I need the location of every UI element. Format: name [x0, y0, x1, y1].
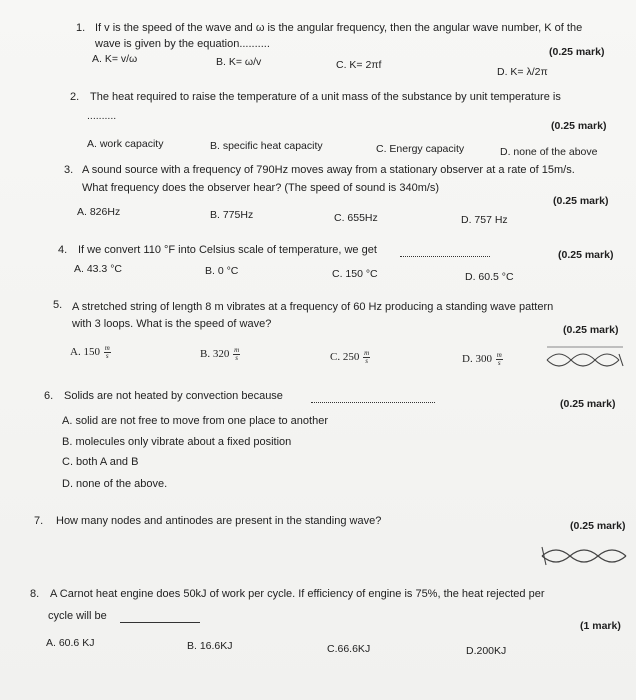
- q2-option-b: B. specific heat capacity: [210, 140, 323, 152]
- wave-lower-curve: [542, 556, 626, 562]
- q1-option-b: B. K= ω/v: [216, 56, 262, 68]
- unit-fraction: $\frac{m}{s}$: [234, 346, 240, 362]
- q2-number: 2.: [70, 91, 80, 103]
- q3-mark: (0.25 mark): [553, 195, 609, 207]
- q4-option-d: D. 60.5 °C: [465, 271, 514, 283]
- q3-option-d: D. 757 Hz: [461, 214, 508, 226]
- q5-option-c-value: C. 250: [330, 351, 360, 364]
- q8-option-c: C.66.6KJ: [327, 643, 371, 655]
- q1-option-d: D. K= λ/2π: [497, 66, 548, 78]
- q3-option-c: C. 655Hz: [334, 212, 378, 224]
- q5-option-a-value: A. 150: [70, 346, 100, 359]
- q4-option-a: A. 43.3 °C: [74, 263, 122, 275]
- q6-option-b: B. molecules only vibrate about a fixed position: [62, 436, 292, 448]
- q7-mark: (0.25 mark): [570, 520, 626, 532]
- q6-option-a: A. solid are not free to move from one place to another: [62, 415, 328, 427]
- q2-option-c: C. Energy capacity: [376, 143, 465, 155]
- q8-number: 8.: [30, 588, 40, 600]
- q6-number: 6.: [44, 390, 54, 402]
- q2-option-a: A. work capacity: [87, 138, 164, 150]
- q4-option-b: B. 0 °C: [205, 265, 239, 277]
- q7-number: 7.: [34, 515, 44, 527]
- wave-lower-curve: [547, 360, 619, 366]
- q5-text-line1: A stretched string of length 8 m vibrates at a frequency of 60 Hz producing a standing wave pattern: [72, 301, 554, 313]
- q5-option-b: [200, 347, 240, 362]
- unit-fraction: $\frac{m}{s}$: [364, 349, 370, 365]
- q5-option-d: [462, 352, 503, 367]
- q2-mark: (0.25 mark): [551, 120, 607, 132]
- standing-wave-diagram: [540, 543, 632, 569]
- standing-wave-3-loops-diagram: [545, 344, 627, 370]
- q5-mark: (0.25 mark): [563, 324, 619, 336]
- q1-text-line1: If v is the speed of the wave and ω is the angular frequency, then the angular wave number, K of the: [95, 22, 583, 34]
- q5-option-b-value: B. 320: [200, 348, 230, 361]
- q8-option-a: A. 60.6 KJ: [46, 637, 95, 649]
- q5-option-d-value: D. 300: [462, 353, 492, 366]
- q8-answer-blank: [120, 612, 200, 623]
- wave-upper-curve: [547, 354, 619, 360]
- q3-text-line2: What frequency does the observer hear? (The speed of sound is 340m/s): [82, 182, 440, 194]
- q6-option-c: C. both A and B: [62, 456, 139, 468]
- q2-blank: ..........: [87, 110, 117, 122]
- q8-text-line2: cycle will be: [48, 610, 107, 622]
- q2-text-line1: The heat required to raise the temperature of a unit mass of the substance by unit temperature is: [90, 91, 561, 103]
- wave-upper-curve: [542, 550, 626, 556]
- q4-number: 4.: [58, 244, 68, 256]
- q1-text-line2: wave is given by the equation..........: [95, 38, 270, 50]
- q3-text-line1: A sound source with a frequency of 790Hz moves away from a stationary observer at a rate of 15m/s.: [82, 164, 575, 176]
- q6-text-line1: Solids are not heated by convection because: [64, 390, 283, 402]
- q4-text-line1: If we convert 110 °F into Celsius scale of temperature, we get: [78, 244, 377, 256]
- q4-mark: (0.25 mark): [558, 249, 614, 261]
- q1-number: 1.: [76, 22, 86, 34]
- q8-option-d: D.200KJ: [466, 645, 507, 657]
- unit-fraction: $\frac{m}{s}$: [496, 351, 502, 367]
- q4-option-c: C. 150 °C: [332, 268, 378, 280]
- q5-number: 5.: [53, 299, 63, 311]
- q3-option-a: A. 826Hz: [77, 206, 121, 218]
- q8-text-line1: A Carnot heat engine does 50kJ of work per cycle. If efficiency of engine is 75%, the heat rejected per: [50, 588, 545, 600]
- q5-option-c: [330, 350, 370, 365]
- q1-option-c: C. K= 2πf: [336, 59, 382, 71]
- q1-option-a: A. K= v/ω: [92, 53, 138, 65]
- q6-option-d: D. none of the above.: [62, 478, 168, 490]
- q8-mark: (1 mark): [580, 620, 621, 632]
- q6-answer-blank: [311, 393, 435, 403]
- q2-option-d: D. none of the above: [500, 146, 598, 158]
- q3-number: 3.: [64, 164, 74, 176]
- q1-mark: (0.25 mark): [549, 46, 605, 58]
- q7-text-line1: How many nodes and antinodes are present in the standing wave?: [56, 515, 382, 527]
- q4-answer-blank: [400, 247, 490, 257]
- wave-end-mark: [619, 354, 623, 366]
- q5-text-line2: with 3 loops. What is the speed of wave?: [72, 318, 272, 330]
- unit-fraction: $\frac{m}{s}$: [104, 344, 110, 360]
- q3-option-b: B. 775Hz: [210, 209, 254, 221]
- q6-mark: (0.25 mark): [560, 398, 616, 410]
- q8-option-b: B. 16.6KJ: [187, 640, 233, 652]
- q5-option-a: [70, 345, 111, 360]
